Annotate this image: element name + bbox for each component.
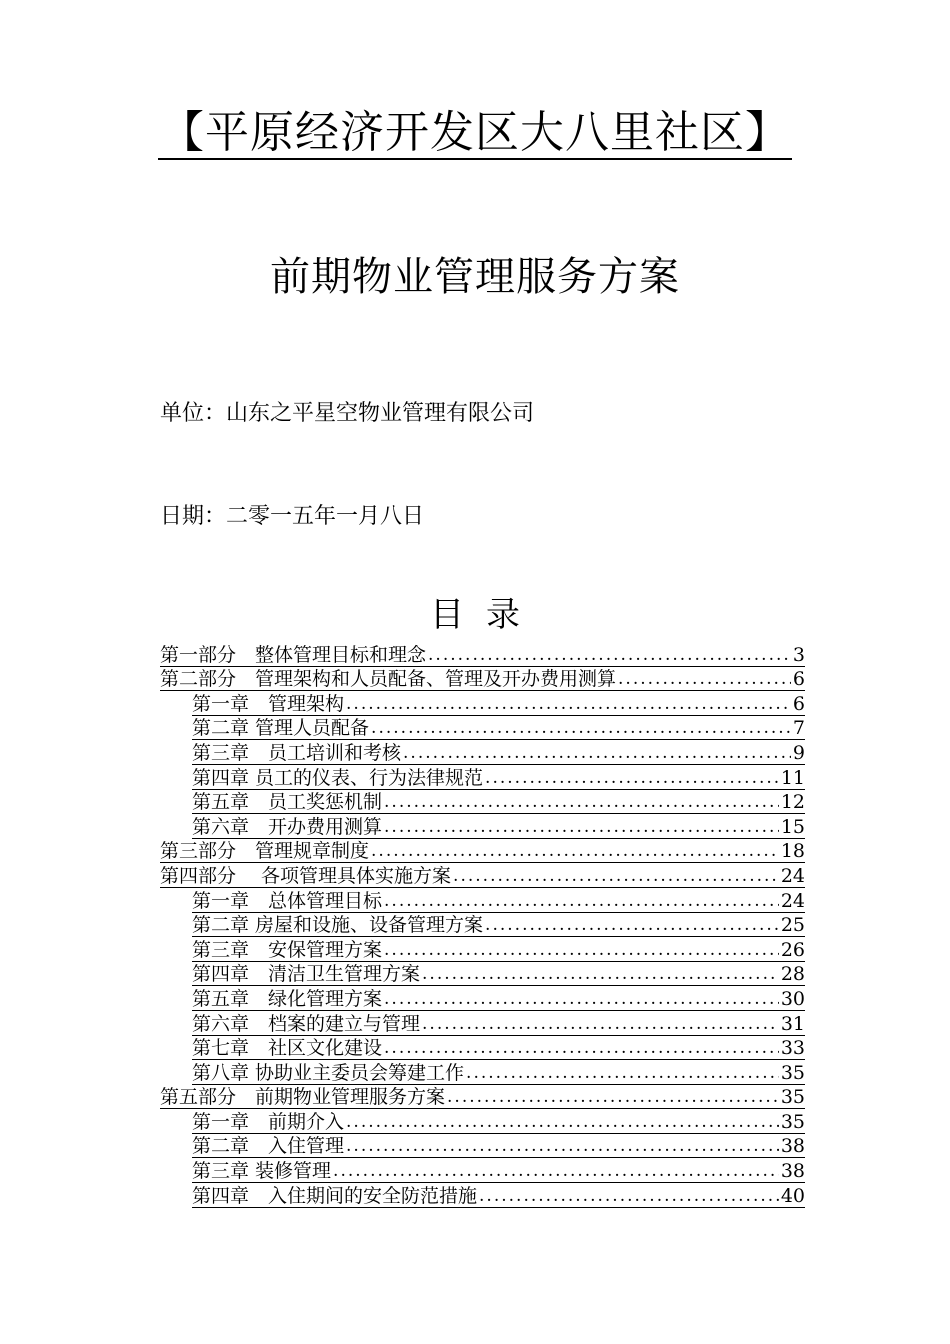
toc-entry-page: 25 — [780, 914, 805, 937]
toc-entry-page: 38 — [780, 1160, 805, 1183]
toc-leader-dots — [483, 767, 779, 789]
toc-entry[interactable] — [192, 790, 805, 815]
toc-entry-page: 24 — [780, 889, 805, 912]
toc-entry-label: 第四章 入住期间的安全防范措施 — [192, 1184, 478, 1207]
toc-entry-label: 第四部分 各项管理具体实施方案 — [160, 864, 452, 887]
toc-leader-dots — [483, 914, 779, 936]
toc-entry-label: 第一章 管理架构 — [192, 692, 345, 715]
toc-entry-page: 6 — [792, 668, 805, 691]
toc-entry[interactable] — [160, 642, 805, 667]
toc-leader-dots — [331, 1160, 779, 1182]
toc-entry-label: 第二章 房屋和设施、设备管理方案 — [192, 914, 484, 937]
toc-entry[interactable] — [192, 716, 805, 741]
toc-entry[interactable] — [192, 1158, 805, 1183]
toc-leader-dots — [382, 1037, 779, 1059]
cover-title — [0, 102, 950, 164]
toc-entry[interactable] — [192, 888, 805, 913]
toc-entry-page: 38 — [780, 1135, 805, 1158]
toc-entry[interactable] — [192, 1011, 805, 1036]
toc-leader-dots — [344, 1111, 779, 1133]
toc-entry-page: 40 — [780, 1184, 805, 1207]
toc-entry-label: 第二章 管理人员配备 — [192, 717, 370, 740]
toc-entry-page: 33 — [780, 1037, 805, 1060]
toc-entry[interactable] — [192, 814, 805, 839]
toc-entry-label: 第八章 协助业主委员会筹建工作 — [192, 1061, 465, 1084]
toc-entry-page: 6 — [792, 692, 805, 715]
toc-entry-label: 第五章 员工奖惩机制 — [192, 791, 383, 814]
toc-entry-page: 7 — [792, 717, 805, 740]
toc-entry-label: 第六章 档案的建立与管理 — [192, 1012, 421, 1035]
toc-leader-dots — [420, 1013, 779, 1035]
toc-leader-dots — [420, 963, 779, 985]
toc-entry-label: 第二部分 管理架构和人员配备、管理及开办费用测算 — [160, 668, 617, 691]
toc-entry[interactable] — [192, 1109, 805, 1134]
company-unit: 单位：山东之平星空物业管理有限公司 — [160, 401, 535, 426]
toc-leader-dots — [477, 1185, 779, 1207]
toc-leader-dots — [445, 1086, 779, 1108]
toc-entry-page: 35 — [780, 1086, 805, 1109]
toc-leader-dots — [382, 890, 779, 912]
toc-entry-label: 第一章 前期介入 — [192, 1110, 345, 1133]
toc-entry[interactable] — [160, 863, 805, 888]
toc-leader-dots — [382, 939, 779, 961]
toc-leader-dots — [382, 988, 779, 1010]
toc-entry[interactable] — [160, 839, 805, 864]
toc-entry-label: 第三章 安保管理方案 — [192, 938, 383, 961]
toc-entry-label: 第五章 绿化管理方案 — [192, 987, 383, 1010]
toc-entry-page: 31 — [780, 1012, 805, 1035]
toc-entry-page: 35 — [780, 1061, 805, 1084]
toc-heading: 目录 — [430, 595, 542, 635]
toc-entry[interactable] — [160, 1085, 805, 1110]
toc-entry-page: 24 — [780, 864, 805, 887]
toc-entry-page: 12 — [780, 791, 805, 814]
toc-leader-dots — [464, 1062, 779, 1084]
toc-entry[interactable] — [192, 1134, 805, 1159]
toc-entry-label: 第三部分 管理规章制度 — [160, 840, 370, 863]
toc-leader-dots — [426, 644, 791, 666]
cover-title-text: 【平原经济开发区大八里社区】 — [160, 107, 790, 158]
table-of-contents — [160, 642, 805, 1208]
toc-entry-page: 18 — [780, 840, 805, 863]
toc-entry[interactable] — [192, 937, 805, 962]
toc-entry-label: 第四章 清洁卫生管理方案 — [192, 963, 421, 986]
toc-leader-dots — [451, 865, 779, 887]
toc-entry-page: 35 — [780, 1110, 805, 1133]
toc-entry[interactable] — [160, 667, 805, 692]
toc-entry[interactable] — [192, 765, 805, 790]
toc-leader-dots — [382, 816, 779, 838]
toc-entry-page: 9 — [792, 741, 805, 764]
toc-entry[interactable] — [192, 962, 805, 987]
toc-leader-dots — [344, 1135, 779, 1157]
toc-entry-label: 第三章 员工培训和考核 — [192, 741, 402, 764]
toc-entry[interactable] — [192, 986, 805, 1011]
toc-entry-page: 30 — [780, 987, 805, 1010]
toc-entry[interactable] — [192, 1060, 805, 1085]
toc-leader-dots — [369, 840, 779, 862]
toc-leader-dots — [369, 717, 791, 739]
document-date: 日期：二零一五年一月八日 — [160, 504, 425, 529]
toc-leader-dots — [382, 791, 779, 813]
toc-leader-dots — [344, 693, 791, 715]
toc-leader-dots — [401, 742, 791, 764]
toc-entry-page: 15 — [780, 815, 805, 838]
toc-entry[interactable] — [192, 691, 805, 716]
toc-entry[interactable] — [192, 1183, 805, 1208]
cover-subtitle: 前期物业管理服务方案 — [270, 254, 680, 300]
toc-leader-dots — [616, 668, 791, 690]
toc-entry-page: 11 — [780, 766, 805, 789]
toc-entry-label: 第一章 总体管理目标 — [192, 889, 383, 912]
toc-entry-page: 28 — [780, 963, 805, 986]
toc-entry-page: 3 — [792, 643, 805, 666]
toc-entry-label: 第四章 员工的仪表、行为法律规范 — [192, 766, 484, 789]
toc-entry[interactable] — [192, 913, 805, 938]
toc-entry-label: 第一部分 整体管理目标和理念 — [160, 643, 427, 666]
toc-entry-label: 第六章 开办费用测算 — [192, 815, 383, 838]
toc-entry-page: 26 — [780, 938, 805, 961]
toc-entry-label: 第三章 装修管理 — [192, 1160, 332, 1183]
toc-entry[interactable] — [192, 1036, 805, 1061]
toc-entry-label: 第二章 入住管理 — [192, 1135, 345, 1158]
toc-entry[interactable] — [192, 740, 805, 765]
toc-entry-label: 第五部分 前期物业管理服务方案 — [160, 1086, 446, 1109]
toc-entry-label: 第七章 社区文化建设 — [192, 1037, 383, 1060]
